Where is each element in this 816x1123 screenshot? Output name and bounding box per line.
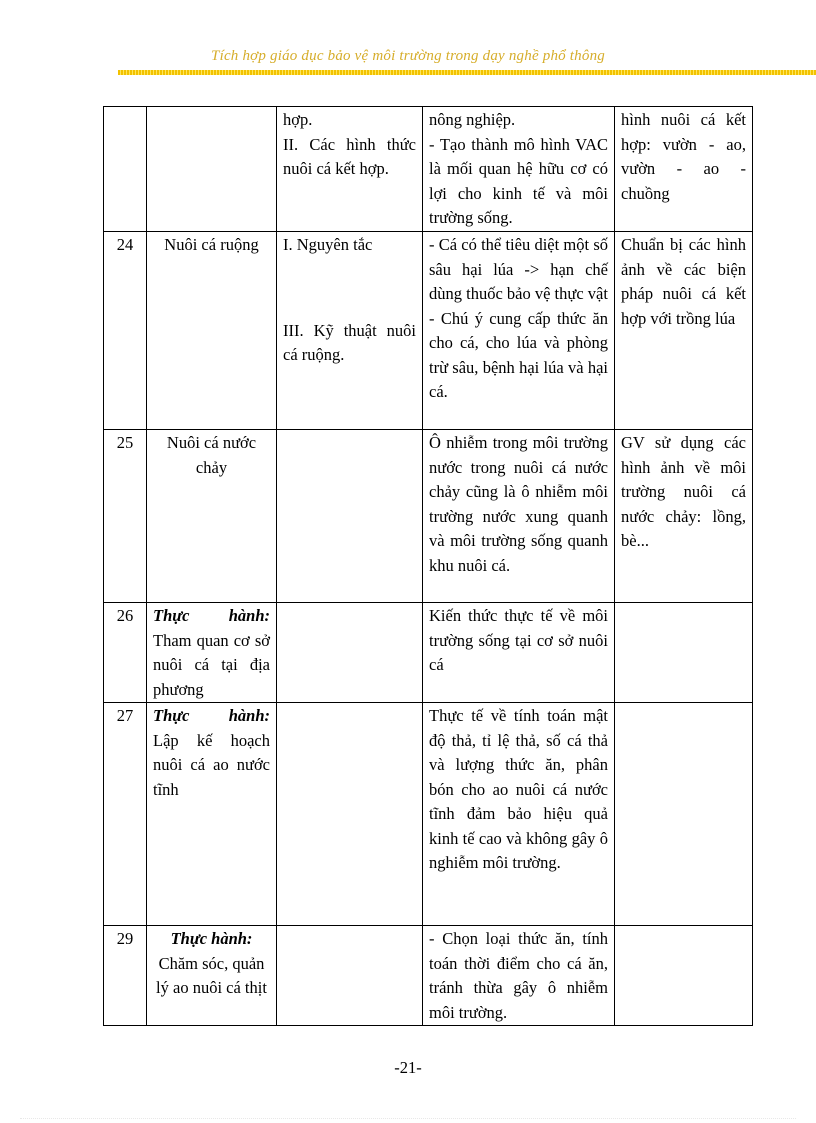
environment-line: - Chọn loại thức ăn, tính toán thời điểm cho cá ăn, tránh thừa gây ô nhiễm môi trường. bbox=[429, 929, 608, 1022]
lesson-name-cell: Nuôi cá nước chảy bbox=[147, 430, 277, 603]
table-row bbox=[104, 430, 753, 603]
content-cell bbox=[277, 107, 423, 232]
content-cell bbox=[277, 430, 423, 603]
environment-line: - Cá có thể tiêu diệt một số sâu hại lúa -> hạn chế dùng thuốc bảo vệ thực vật bbox=[429, 235, 608, 303]
environment-cell bbox=[423, 107, 615, 232]
lesson-name-text: Chăm sóc, quản lý ao nuôi cá thịt bbox=[156, 953, 267, 997]
lesson-number-cell: 24 bbox=[104, 232, 147, 430]
lesson-name-cell bbox=[147, 603, 277, 703]
table-row bbox=[104, 703, 753, 926]
header-rule bbox=[118, 70, 816, 75]
content-cell bbox=[277, 232, 423, 430]
content-cell bbox=[277, 703, 423, 926]
method-cell bbox=[615, 926, 753, 1026]
environment-line: - Tạo thành mô hình VAC là mối quan hệ hữu cơ có lợi cho kinh tế và môi trường sống. bbox=[429, 134, 608, 227]
method-cell bbox=[615, 703, 753, 926]
lesson-name-cell: Nuôi cá ruộng bbox=[147, 232, 277, 430]
environment-cell bbox=[423, 430, 615, 603]
method-line: hình nuôi cá kết hợp: vườn - ao, vườn - ao - chuồng bbox=[621, 110, 746, 203]
page-bottom-rule bbox=[20, 1118, 796, 1119]
environment-line: - Chú ý cung cấp thức ăn cho cá, cho lúa và phòng trừ sâu, bệnh hại lúa và hại cá. bbox=[429, 308, 608, 401]
lesson-number-cell: 27 bbox=[104, 703, 147, 926]
practice-label: Thực hành: bbox=[153, 606, 270, 625]
content-line: hợp. bbox=[283, 110, 313, 129]
lesson-name-text: Tham quan cơ sở nuôi cá tại địa phương bbox=[153, 630, 270, 699]
practice-label: Thực hành: bbox=[170, 929, 253, 948]
environment-cell bbox=[423, 603, 615, 703]
lesson-number-cell bbox=[104, 107, 147, 232]
practice-label: Thực hành: bbox=[153, 706, 270, 725]
method-cell bbox=[615, 603, 753, 703]
method-cell bbox=[615, 232, 753, 430]
lesson-number-cell: 29 bbox=[104, 926, 147, 1026]
environment-cell bbox=[423, 232, 615, 430]
lesson-number-cell: 25 bbox=[104, 430, 147, 603]
environment-line: Ô nhiễm trong môi trường nước trong nuôi cá nước chảy cũng là ô nhiễm môi trường nước xung quanh và môi trường sống quanh khu nuôi cá. bbox=[429, 433, 608, 575]
lesson-number-cell: 26 bbox=[104, 603, 147, 703]
content-cell bbox=[277, 926, 423, 1026]
environment-line: Thực tế về tính toán mật độ thả, tỉ lệ thả, số cá thả và lượng thức ăn, phân bón cho ao nuôi cá nước tĩnh đảm bảo hiệu quả kinh tế cao và không gây ô nghiễm môi trường. bbox=[429, 706, 608, 872]
lesson-name-text: Lập kế hoạch nuôi cá ao nước tĩnh bbox=[153, 730, 270, 799]
environment-line: Kiến thức thực tế về môi trường sống tại cơ sở nuôi cá bbox=[429, 606, 608, 674]
environment-line: nông nghiệp. bbox=[429, 110, 516, 129]
table-row bbox=[104, 926, 753, 1026]
content-line: I. Nguyên tắc bbox=[283, 235, 373, 254]
environment-cell bbox=[423, 926, 615, 1026]
content-line: II. Các hình thức nuôi cá kết hợp. bbox=[283, 134, 416, 178]
table-row bbox=[104, 107, 753, 232]
environment-cell bbox=[423, 703, 615, 926]
lesson-plan-table bbox=[103, 106, 753, 1026]
table-row bbox=[104, 603, 753, 703]
table-row bbox=[104, 232, 753, 430]
lesson-name-cell bbox=[147, 926, 277, 1026]
content-line: III. Kỹ thuật nuôi cá ruộng. bbox=[283, 320, 416, 364]
method-line: GV sử dụng các hình ảnh về môi trường nuôi cá nước chảy: lồng, bè... bbox=[621, 433, 746, 550]
method-cell bbox=[615, 430, 753, 603]
lesson-name-cell bbox=[147, 703, 277, 926]
running-header-title: Tích hợp giáo dục bảo vệ môi trường trong dạy nghề phổ thông bbox=[211, 48, 605, 64]
method-line: Chuẩn bị các hình ảnh về các biện pháp nuôi cá kết hợp với trồng lúa bbox=[621, 235, 746, 328]
lesson-name-cell bbox=[147, 107, 277, 232]
content-cell bbox=[277, 603, 423, 703]
method-cell bbox=[615, 107, 753, 232]
page-number: -21- bbox=[394, 1058, 422, 1077]
